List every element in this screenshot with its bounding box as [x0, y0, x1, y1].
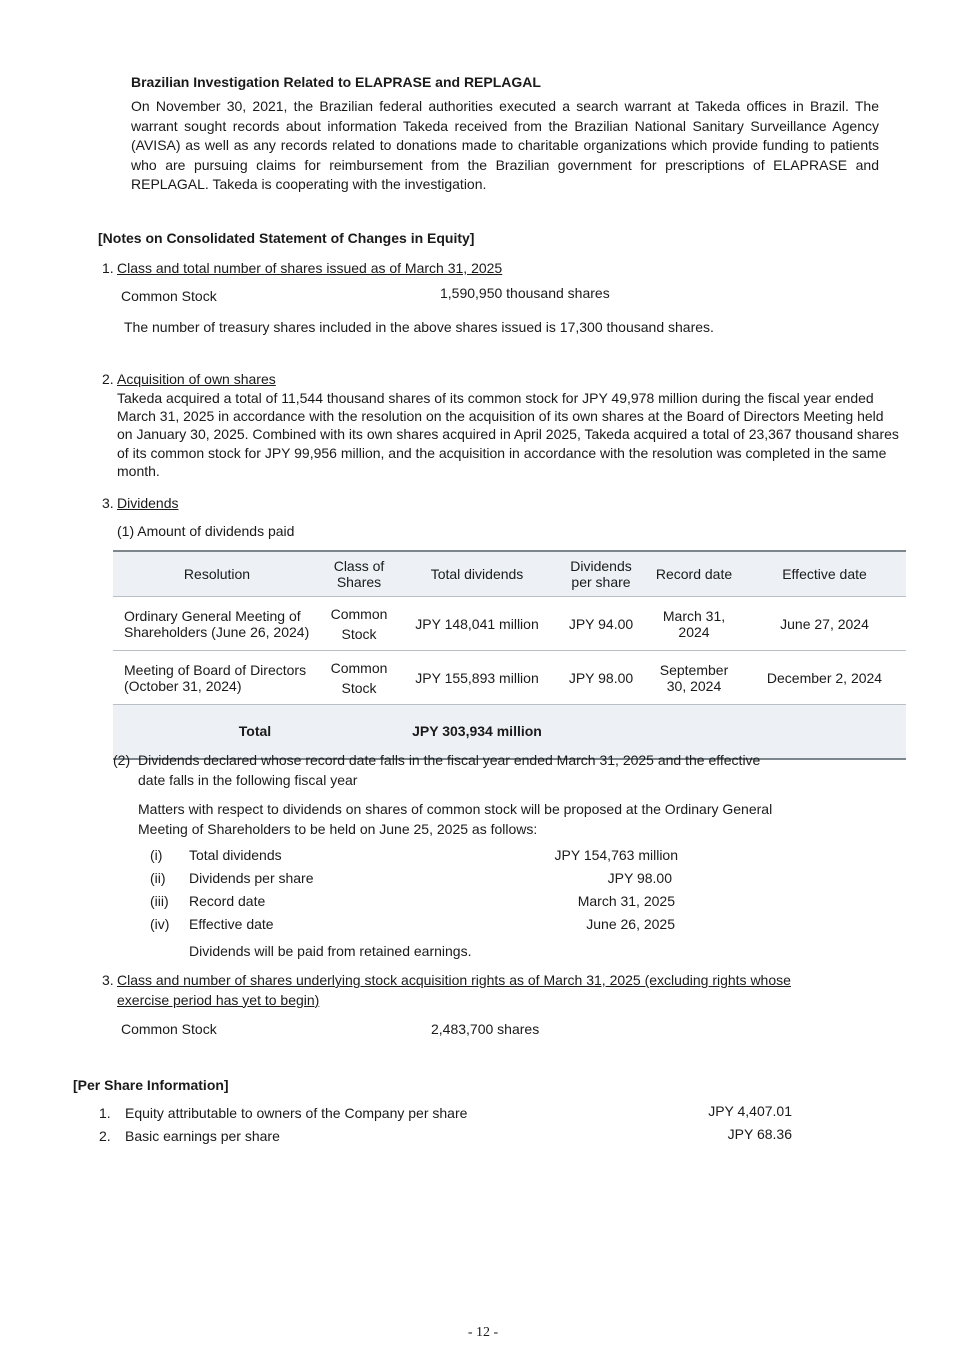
section-number: 2. [102, 371, 114, 387]
item-number: 2. [99, 1128, 111, 1144]
cell: Common Stock [321, 651, 397, 705]
cell: Common Stock [321, 597, 397, 651]
section-number: 1. [102, 260, 114, 276]
brazil-title: Brazilian Investigation Related to ELAPRASE and REPLAGAL [131, 74, 541, 90]
cell: JPY 94.00 [557, 597, 645, 651]
brazil-body: On November 30, 2021, the Brazilian federal authorities executed a search warrant at Takeda offices in Brazil. The warrant sought records about information Takeda received from the Brazilian National Sanitary Surveillance Agency (AVISA) as well as any records related to donations made to charitable organizations which provide funding to patients who are pursuing claims for reimbursement from the Brazilian government for prescriptions of ELAPRASE and REPLAGAL. Takeda is cooperating with the investigation. [131, 98, 879, 192]
item-label: Basic earnings per share [125, 1128, 280, 1144]
section2-title: Acquisition of own shares [117, 371, 276, 387]
per-share-heading: [Per Share Information] [73, 1077, 229, 1093]
cell: September 30, 2024 [645, 651, 743, 705]
section-number: 3. [102, 495, 114, 511]
col-class: Class of Shares [321, 551, 397, 597]
dividends-table [113, 550, 906, 760]
col-total: Total dividends [397, 551, 557, 597]
item-value: JPY 98.00 [607, 870, 672, 886]
item-label: Total dividends [189, 847, 282, 863]
item-value: JPY 154,763 million [554, 847, 678, 863]
shares-issued-value: 1,590,950 thousand shares [440, 285, 610, 301]
section-number: 3. [102, 972, 114, 988]
common-stock-label: Common Stock [121, 1021, 217, 1037]
col-resolution: Resolution [113, 551, 321, 597]
retained-earnings-note: Dividends will be paid from retained earnings. [189, 943, 472, 959]
cell: JPY 148,041 million [397, 597, 557, 651]
item-label: Equity attributable to owners of the Company per share [125, 1105, 468, 1121]
dividends-paid-subtitle: (1) Amount of dividends paid [117, 523, 295, 539]
item-label: Record date [189, 893, 266, 909]
cell: March 31, 2024 [645, 597, 743, 651]
cell: December 2, 2024 [743, 651, 906, 705]
common-stock-label: Common Stock [121, 288, 217, 304]
col-record: Record date [645, 551, 743, 597]
page-number: - 12 - [467, 1325, 499, 1340]
section3-title: Dividends [117, 495, 179, 511]
cell: Ordinary General Meeting of Shareholders (June 26, 2024) [113, 597, 321, 651]
table-row [113, 651, 906, 705]
item-number: (iii) [150, 893, 169, 909]
table-header-row [113, 551, 906, 597]
item-number: (iv) [150, 916, 170, 932]
declared-dividends-body: Matters with respect to dividends on shares of common stock will be proposed at the Ordinary General Meeting of Shareholders to be held on June 25, 2025 as follows: [138, 801, 773, 837]
treasury-note: The number of treasury shares included in the above shares issued is 17,300 thousand shares. [124, 319, 714, 335]
col-per-share: Dividends per share [557, 551, 645, 597]
total-value: JPY 303,934 million [397, 705, 557, 759]
item-number: (ii) [150, 870, 166, 886]
cell: JPY 98.00 [557, 651, 645, 705]
total-label: Total [113, 705, 397, 759]
section4-title: Class and number of shares underlying stock acquisition rights as of March 31, 2025 (excluding rights whose exercise period has yet to begin) [117, 972, 791, 1008]
subsection-number: (2) [113, 752, 131, 768]
cell: JPY 155,893 million [397, 651, 557, 705]
item-value: JPY 68.36 [727, 1126, 792, 1142]
declared-dividends-subtitle: Dividends declared whose record date falls in the fiscal year ended March 31, 2025 and the effective date falls in the following fiscal year [138, 752, 761, 788]
item-label: Effective date [189, 916, 274, 932]
item-number: 1. [99, 1105, 111, 1121]
col-effective: Effective date [743, 551, 906, 597]
equity-heading: [Notes on Consolidated Statement of Changes in Equity] [98, 230, 475, 246]
item-value: June 26, 2025 [586, 916, 675, 932]
item-value: JPY 4,407.01 [708, 1103, 792, 1119]
item-value: March 31, 2025 [577, 893, 675, 909]
item-label: Dividends per share [189, 870, 314, 886]
cell: June 27, 2024 [743, 597, 906, 651]
section1-title: Class and total number of shares issued as of March 31, 2025 [117, 260, 503, 276]
section2-body: Takeda acquired a total of 11,544 thousand shares of its common stock for JPY 49,978 million during the fiscal year ended March 31, 2025 in accordance with the resolution on the acquisition of its own shares at the Board of Directors Meeting held on January 30, 2025. Combined with its own shares acquired in April 2025, Takeda acquired a total of 23,367 thousand shares of its common stock for JPY 99,956 million, and the acquisition in accordance with the resolution was completed in the same month. [117, 390, 899, 479]
item-number: (i) [150, 847, 163, 863]
cell: Meeting of Board of Directors (October 31, 2024) [113, 651, 321, 705]
stock-rights-value: 2,483,700 shares [431, 1021, 540, 1037]
table-row [113, 597, 906, 651]
